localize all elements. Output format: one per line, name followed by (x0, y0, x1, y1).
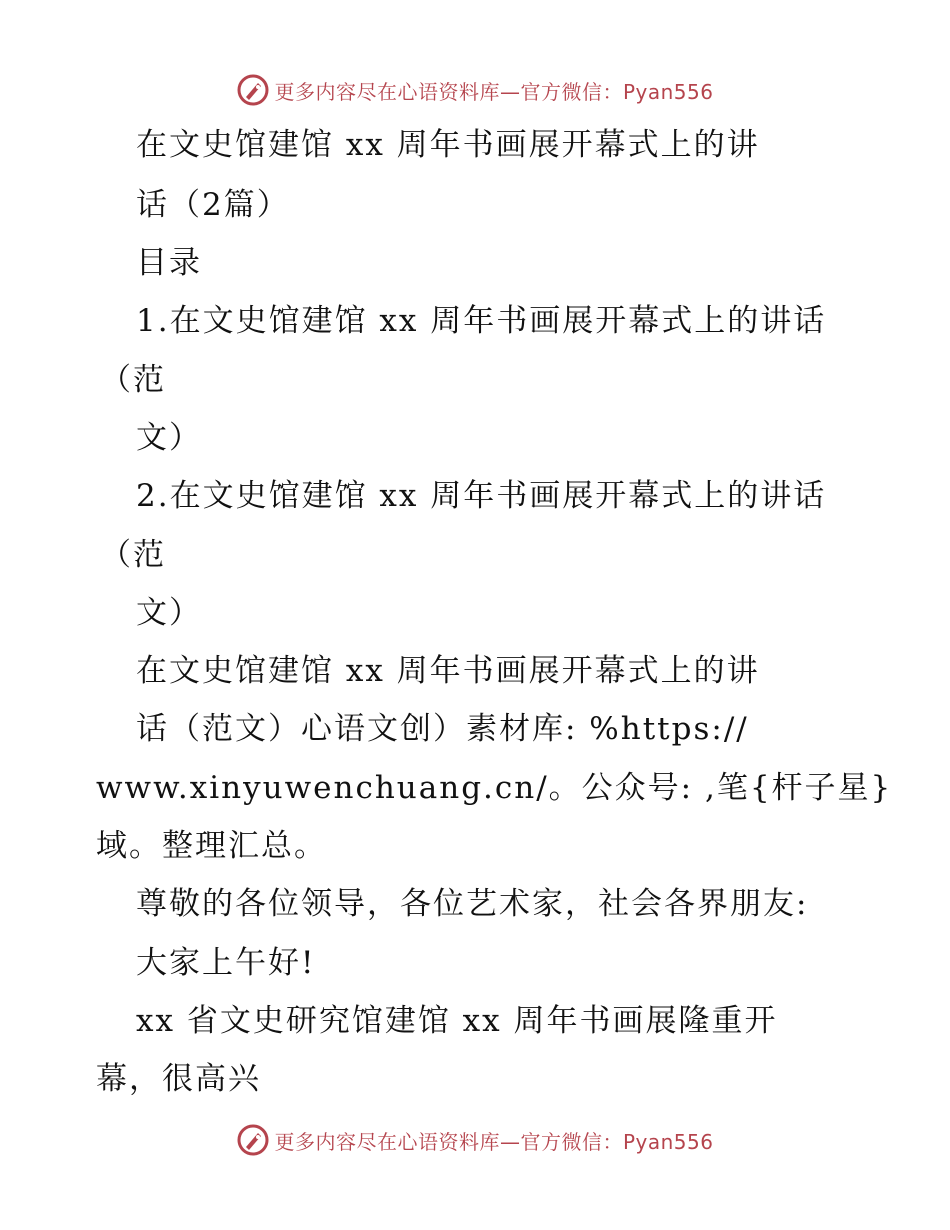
title-line-2: 话（2篇） (136, 187, 290, 223)
pen-logo-icon (236, 73, 270, 107)
salutation-line: 大家上午好! (136, 945, 316, 981)
toc-item-2: 2.在文史馆建馆 xx 周年书画展开幕式上的讲话 (136, 478, 827, 514)
toc-item-1: 1.在文史馆建馆 xx 周年书画展开幕式上的讲话 (136, 303, 827, 339)
header-watermark-text: 更多内容尽在心语资料库—官方微信：Pyan556 (274, 79, 714, 104)
source-line-end: 域。整理汇总。 (96, 828, 327, 864)
paragraph-line-2: 幕，很高兴 (96, 1061, 261, 1097)
source-line: www.xinyuwenchuang.cn/。公众号: ,笔{杆子星} (96, 770, 893, 806)
toc-item-1-cont-2: 文） (136, 420, 202, 456)
toc-heading: 目录 (136, 245, 202, 281)
pen-logo-icon (236, 1123, 270, 1157)
footer-watermark-text: 更多内容尽在心语资料库—官方微信：Pyan556 (274, 1129, 714, 1154)
title-line-1: 在文史馆建馆 xx 周年书画展开幕式上的讲 (136, 127, 760, 163)
greeting-line: 尊敬的各位领导，各位艺术家，社会各界朋友: (136, 886, 809, 922)
toc-item-2-cont-1: （范 (100, 537, 166, 573)
section-title-line-2: 话（范文）心语文创）素材库: %https:// (136, 711, 749, 747)
paragraph-line-1: xx 省文史研究馆建馆 xx 周年书画展隆重开 (136, 1003, 778, 1039)
footer-watermark (0, 1120, 950, 1160)
header-watermark (0, 70, 950, 110)
toc-item-2-cont-2: 文） (136, 595, 202, 631)
toc-item-1-cont-1: （范 (100, 362, 166, 398)
section-title-line-1: 在文史馆建馆 xx 周年书画展开幕式上的讲 (136, 653, 760, 689)
